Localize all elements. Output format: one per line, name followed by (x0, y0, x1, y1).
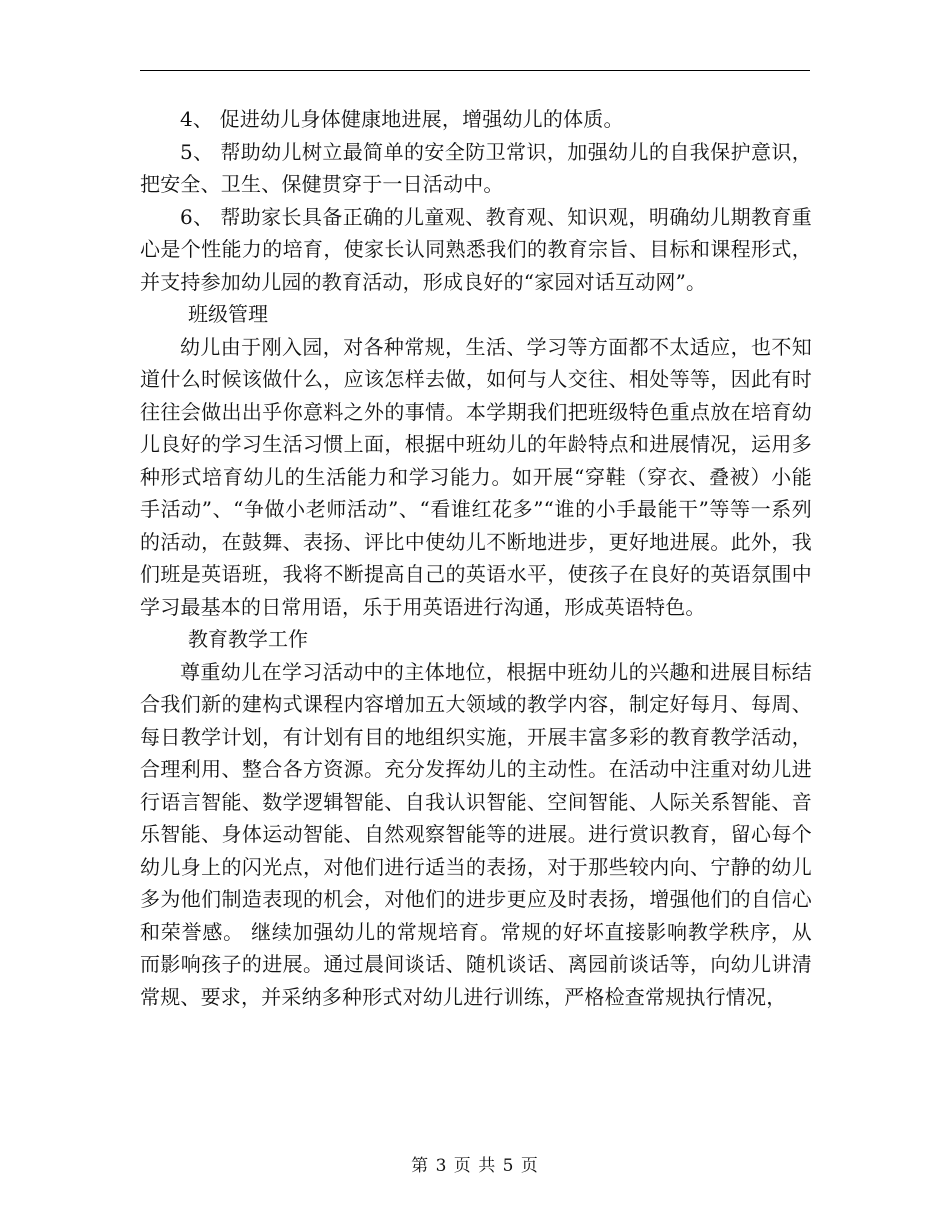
paragraph-teaching-work: 尊重幼儿在学习活动中的主体地位，根据中班幼儿的兴趣和进展目标结合我们新的建构式课程内容增加五大领域的教学内容，制定好每月、每周、每日教学计划，有计划有目的地组织实施，开展丰富多彩的教育教学活动，合理利用、整合各方资源。充分发挥幼儿的主动性。在活动中注重对幼儿进行语言智能、数学逻辑智能、自我认识智能、空间智能、人际关系智能、音乐智能、身体运动智能、自然观察智能等的进展。进行赏识教育，留心每个幼儿身上的闪光点，对他们进行适当的表扬，对于那些较内向、宁静的幼儿多为他们制造表现的机会，对他们的进步更应及时表扬，增强他们的自信心和荣誉感。 继续加强幼儿的常规培育。常规的好坏直接影响教学秩序，从而影响孩子的进展。通过晨间谈话、随机谈话、离园前谈话等，向幼儿讲清常规、要求，并采纳多种形式对幼儿进行训练，严格检查常规执行情况， (140, 659, 812, 1009)
list-item-5: 5、 帮助幼儿树立最简单的安全防卫常识，加强幼儿的自我保护意识，把安全、卫生、保健贯穿于一日活动中。 (140, 139, 812, 196)
paragraph-class-management: 幼儿由于刚入园，对各种常规，生活、学习等方面都不太适应，也不知道什么时候该做什么，应该怎样去做，如何与人交往、相处等等，因此有时往往会做出出乎你意料之外的事情。本学期我们把班级特色重点放在培育幼儿良好的学习生活习惯上面，根据中班幼儿的年龄特点和进展情况，运用多种形式培育幼儿的生活能力和学习能力。如开展“穿鞋（穿衣、叠被）小能手活动”、“争做小老师活动”、“看谁红花多”“谁的小手最能干”等等一系列的活动，在鼓舞、表扬、评比中使幼儿不断地进步，更好地进展。此外，我们班是英语班，我将不断提高自己的英语水平，使孩子在良好的英语氛围中学习最基本的日常用语，乐于用英语进行沟通，形成英语特色。 (140, 334, 812, 619)
section-heading-class-management: 班级管理 (188, 302, 268, 326)
document-body (140, 103, 812, 1013)
header-rule (140, 70, 810, 71)
section-heading-teaching-work: 教育教学工作 (188, 627, 308, 651)
page-number: 第 3 页 共 5 页 (411, 1156, 539, 1176)
list-item-6: 6、 帮助家长具备正确的儿童观、教育观、知识观，明确幼儿期教育重心是个性能力的培育，使家长认同熟悉我们的教育宗旨、目标和课程形式，并支持参加幼儿园的教育活动，形成良好的“家园对话互动网”。 (140, 204, 812, 294)
list-item-4: 4、 促进幼儿身体健康地进展，增强幼儿的体质。 (180, 107, 624, 131)
